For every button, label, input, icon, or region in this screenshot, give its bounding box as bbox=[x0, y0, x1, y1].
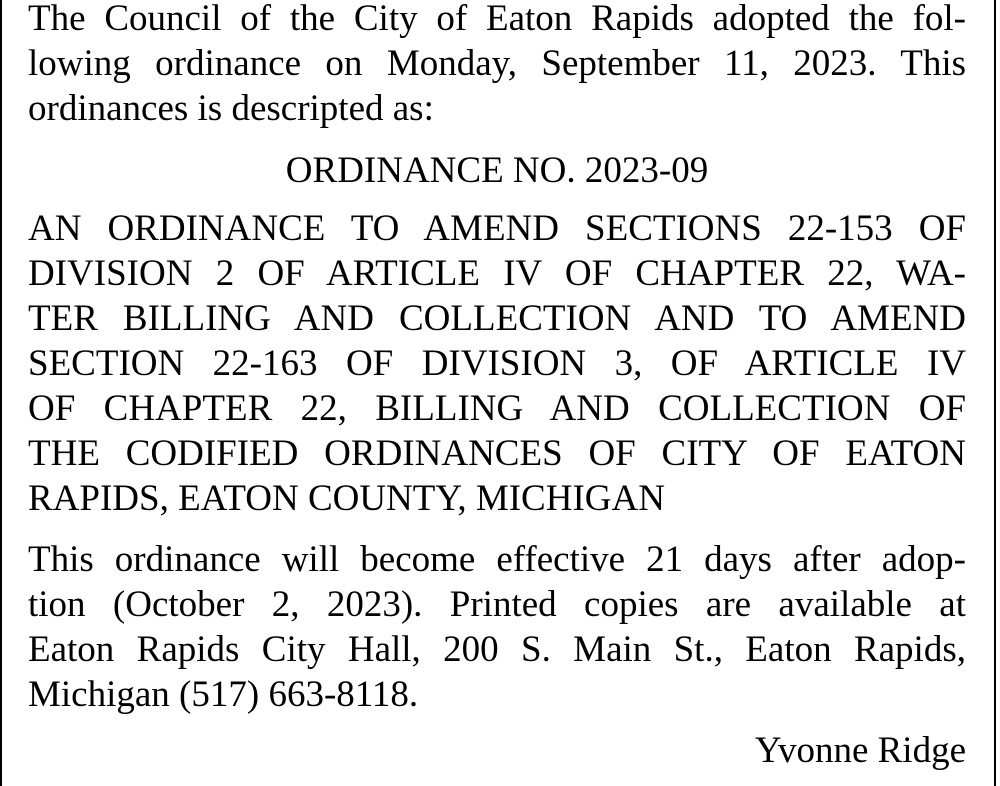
signature-name: Yvonne Ridge bbox=[754, 730, 966, 771]
ordinance-title-line: THE CODIFIED ORDINANCES OF CITY OF EATON bbox=[28, 433, 966, 474]
ordinance-title bbox=[28, 206, 966, 521]
ordinance-title-line: TER BILLING AND COLLECTION AND TO AMEND bbox=[28, 298, 966, 339]
ordinance-title-line: RAPIDS, EATON COUNTY, MICHIGAN bbox=[28, 478, 665, 519]
intro-line: lowing ordinance on Monday, September 11, 2023. This bbox=[28, 43, 966, 84]
effective-line: This ordinance will become effective 21 days after adop- bbox=[28, 539, 966, 580]
ordinance-title-line: SECTION 22-163 OF DIVISION 3, OF ARTICLE IV bbox=[28, 343, 966, 384]
effective-line: Eaton Rapids City Hall, 200 S. Main St., Eaton Rapids, bbox=[28, 629, 966, 670]
ordinance-title-line: DIVISION 2 OF ARTICLE IV OF CHAPTER 22, WA- bbox=[28, 253, 966, 294]
ordinance-number: ORDINANCE NO. 2023-09 bbox=[285, 150, 709, 191]
ordinance-title-line: OF CHAPTER 22, BILLING AND COLLECTION OF bbox=[28, 388, 966, 429]
effective-paragraph bbox=[28, 537, 966, 717]
effective-line: tion (October 2, 2023). Printed copies are available at bbox=[28, 584, 966, 625]
ordinance-title-line: AN ORDINANCE TO AMEND SECTIONS 22-153 OF bbox=[28, 208, 966, 249]
intro-paragraph bbox=[28, 0, 966, 131]
effective-line: Michigan (517) 663-8118. bbox=[28, 674, 419, 715]
intro-line: The Council of the City of Eaton Rapids adopted the fol- bbox=[28, 0, 966, 39]
intro-line: ordinances is descripted as: bbox=[28, 88, 434, 129]
